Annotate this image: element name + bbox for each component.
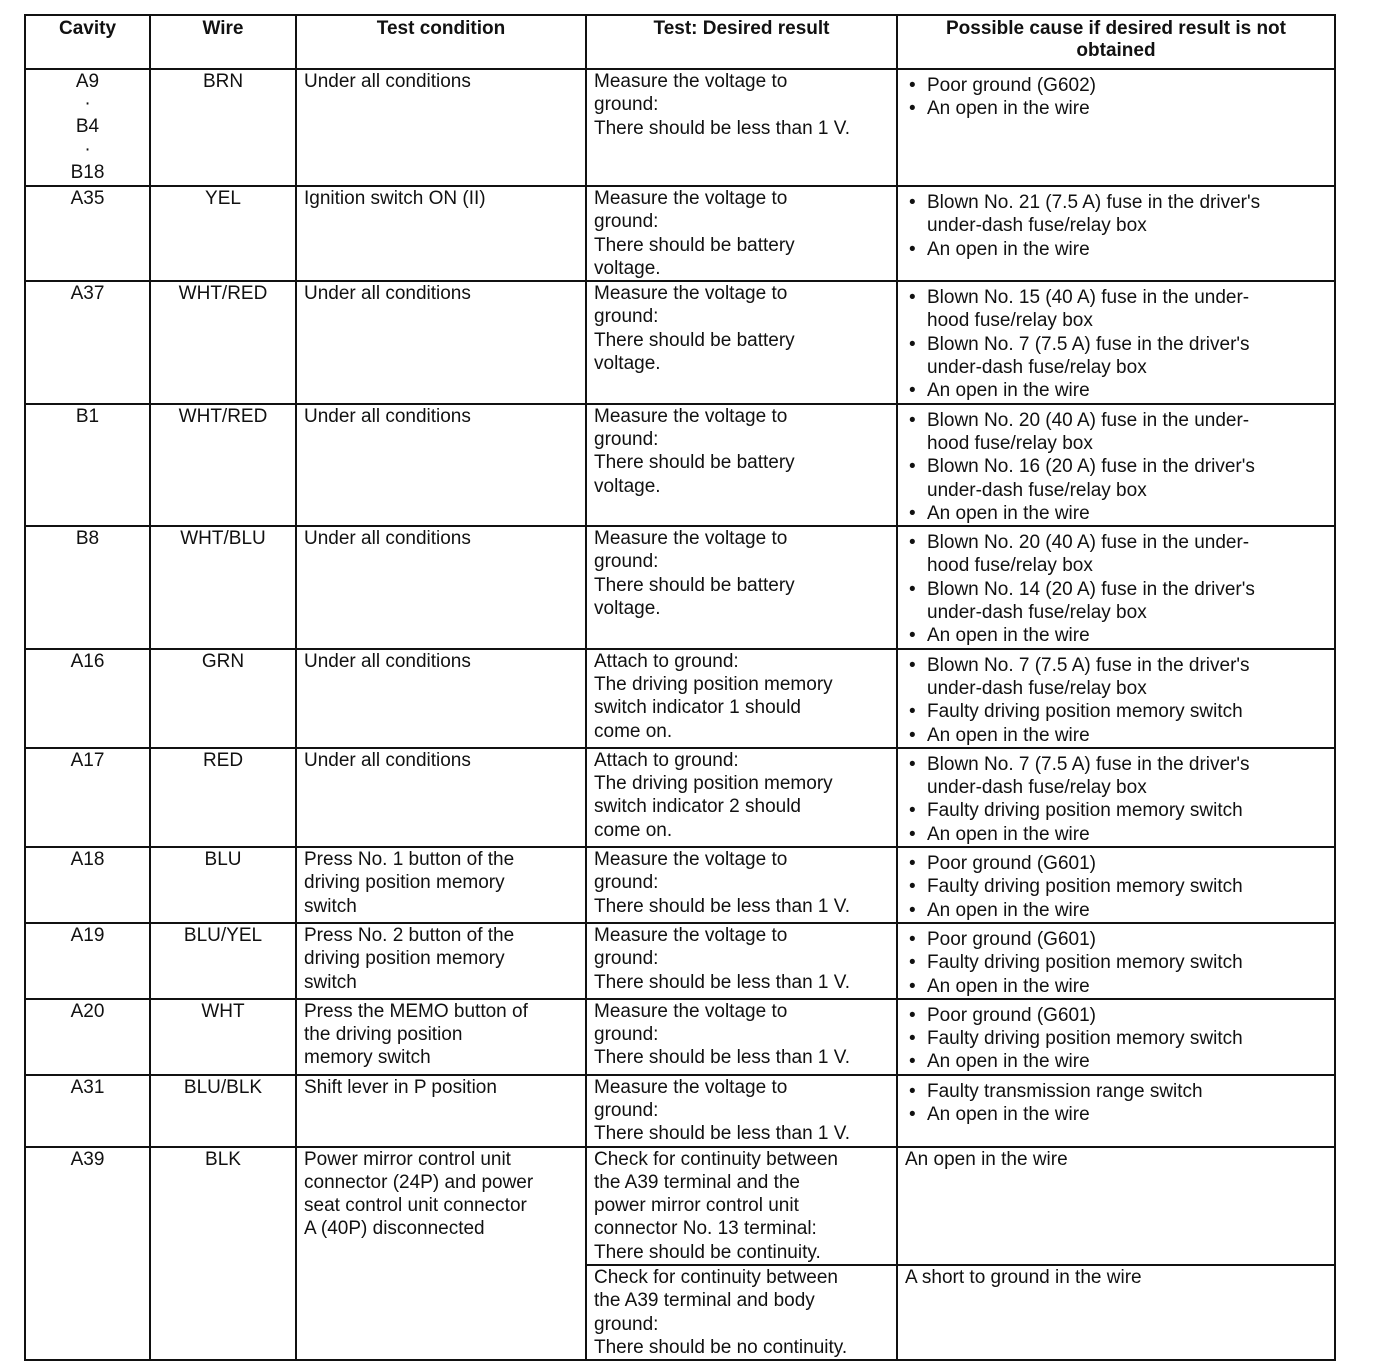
cause-list xyxy=(905,187,1327,261)
cause-item xyxy=(905,191,1327,238)
cause-text: An open in the wire xyxy=(927,975,1090,997)
cause-text: An open in the wire xyxy=(927,899,1090,921)
cause-list xyxy=(905,282,1327,402)
bullet-icon: • xyxy=(909,1051,916,1073)
cause-cell xyxy=(897,69,1335,186)
cavity-cell: A19 xyxy=(25,923,150,999)
cause-text: Faulty driving position memory switch xyxy=(927,952,1243,974)
cause-list xyxy=(905,1000,1327,1074)
cavity-cell: A20 xyxy=(25,999,150,1075)
cause-list xyxy=(905,749,1327,846)
cause-text: An open in the wire xyxy=(927,724,1090,746)
cause-item xyxy=(905,1103,1327,1126)
cause-text: Faulty driving position memory switch xyxy=(927,1028,1243,1050)
cavity-cell: A18 xyxy=(25,847,150,923)
condition-cell: Under all conditions xyxy=(296,748,586,847)
cause-cell xyxy=(897,999,1335,1075)
cause-item xyxy=(905,951,1327,974)
cause-item xyxy=(905,74,1327,97)
result-cell: Measure the voltage to ground: There should be less than 1 V. xyxy=(586,923,897,999)
condition-cell: Press No. 2 button of the driving position memory switch xyxy=(296,923,586,999)
wire-cell: BLU/YEL xyxy=(150,923,296,999)
cavity-value: B18 xyxy=(70,161,105,183)
bullet-icon: • xyxy=(909,853,916,875)
result-cell: Measure the voltage to ground: There should be battery voltage. xyxy=(586,526,897,648)
cause-item xyxy=(905,654,1327,701)
bullet-icon: • xyxy=(909,238,916,260)
bullet-icon: • xyxy=(909,654,916,676)
wire-cell: BLU xyxy=(150,847,296,923)
connector-test-table xyxy=(24,14,1336,1361)
header-possible-cause: Possible cause if desired result is not obtained xyxy=(897,15,1335,69)
cause-item xyxy=(905,455,1327,502)
condition-cell: Ignition switch ON (II) xyxy=(296,186,586,281)
bullet-icon: • xyxy=(909,701,916,723)
result-cell: Check for continuity between the A39 terminal and body ground: There should be no continuity. xyxy=(586,1265,897,1360)
cavity-cell: B1 xyxy=(25,404,150,526)
bullet-icon: • xyxy=(909,975,916,997)
result-cell: Measure the voltage to ground: There should be battery voltage. xyxy=(586,404,897,526)
header-desired-result: Test: Desired result xyxy=(586,15,897,69)
wire-cell: WHT/BLU xyxy=(150,526,296,648)
cavity-cell: A17 xyxy=(25,748,150,847)
bullet-icon: • xyxy=(909,823,916,845)
cause-list xyxy=(905,848,1327,922)
cause-text: Faulty driving position memory switch xyxy=(927,876,1243,898)
wire-cell: WHT/RED xyxy=(150,281,296,403)
cause-item xyxy=(905,899,1327,922)
cause-cell: An open in the wire xyxy=(897,1147,1335,1265)
cause-text: Blown No. 7 (7.5 A) fuse in the driver's under-dash fuse/relay box xyxy=(927,654,1250,699)
cause-item xyxy=(905,928,1327,951)
cause-cell xyxy=(897,404,1335,526)
table-row xyxy=(25,923,1335,999)
bullet-icon: • xyxy=(909,625,916,647)
wire-cell: BLU/BLK xyxy=(150,1075,296,1147)
bullet-icon: • xyxy=(909,192,916,213)
bullet-icon: • xyxy=(909,287,916,309)
cause-text: Blown No. 16 (20 A) fuse in the driver's under-dash fuse/relay box xyxy=(927,456,1255,501)
cause-item xyxy=(905,333,1327,380)
cause-item xyxy=(905,700,1327,723)
cause-item xyxy=(905,852,1327,875)
cause-item xyxy=(905,97,1327,120)
cause-item xyxy=(905,799,1327,822)
condition-cell: Power mirror control unit connector (24P) and power seat control unit connector A (40P) disconnected xyxy=(296,1147,586,1361)
cause-list xyxy=(905,1076,1327,1127)
cause-cell: A short to ground in the wire xyxy=(897,1265,1335,1360)
bullet-icon: • xyxy=(909,1103,916,1125)
cause-text: Blown No. 20 (40 A) fuse in the under- hood fuse/relay box xyxy=(927,532,1250,577)
bullet-icon: • xyxy=(909,899,916,921)
cause-cell xyxy=(897,847,1335,923)
result-cell: Measure the voltage to ground: There should be less than 1 V. xyxy=(586,847,897,923)
cause-text: An open in the wire xyxy=(927,625,1090,647)
table-row xyxy=(25,281,1335,403)
table-row xyxy=(25,526,1335,648)
wire-cell: RED xyxy=(150,748,296,847)
cause-item xyxy=(905,1004,1327,1027)
cause-text: Faulty driving position memory switch xyxy=(927,800,1243,822)
bullet-icon: • xyxy=(909,753,916,775)
result-cell: Attach to ground: The driving position memory switch indicator 2 should come on. xyxy=(586,748,897,847)
condition-cell: Press the MEMO button of the driving position memory switch xyxy=(296,999,586,1075)
wire-cell: YEL xyxy=(150,186,296,281)
bullet-icon: • xyxy=(909,1028,916,1050)
bullet-icon: • xyxy=(909,98,916,120)
table-row xyxy=(25,649,1335,748)
cause-text: An open in the wire xyxy=(927,380,1090,402)
cause-cell xyxy=(897,1075,1335,1147)
cause-item xyxy=(905,238,1327,261)
cause-item xyxy=(905,823,1327,846)
header-cavity: Cavity xyxy=(25,15,150,69)
table-row xyxy=(25,748,1335,847)
cavity-value: A9 xyxy=(75,71,100,92)
table-row xyxy=(25,186,1335,281)
cause-item xyxy=(905,875,1327,898)
result-cell: Measure the voltage to ground: There should be less than 1 V. xyxy=(586,999,897,1075)
cause-text: An open in the wire xyxy=(927,1051,1090,1073)
table-row xyxy=(25,847,1335,923)
condition-cell: Under all conditions xyxy=(296,649,586,748)
cause-text: Poor ground (G601) xyxy=(927,1004,1096,1026)
bullet-icon: • xyxy=(909,409,916,431)
condition-cell: Press No. 1 button of the driving position memory switch xyxy=(296,847,586,923)
cavity-stack xyxy=(33,70,142,184)
result-cell: Attach to ground: The driving position memory switch indicator 1 should come on. xyxy=(586,649,897,748)
cause-cell xyxy=(897,923,1335,999)
header-test-condition: Test condition xyxy=(296,15,586,69)
cause-text: Blown No. 20 (40 A) fuse in the under- hood fuse/relay box xyxy=(927,409,1250,454)
bullet-icon: • xyxy=(909,876,916,898)
cause-list xyxy=(905,70,1327,121)
wire-cell: GRN xyxy=(150,649,296,748)
cause-item xyxy=(905,531,1327,578)
cavity-separator: · xyxy=(84,138,91,160)
header-wire: Wire xyxy=(150,15,296,69)
cause-list xyxy=(905,650,1327,747)
cause-text: An open in the wire xyxy=(927,823,1090,845)
condition-cell: Shift lever in P position xyxy=(296,1075,586,1147)
cavity-cell: B8 xyxy=(25,526,150,648)
bullet-icon: • xyxy=(909,578,916,600)
condition-cell: Under all conditions xyxy=(296,526,586,648)
cavity-cell xyxy=(25,69,150,186)
condition-cell: Under all conditions xyxy=(296,404,586,526)
table-row xyxy=(25,999,1335,1075)
cavity-cell: A16 xyxy=(25,649,150,748)
table-row xyxy=(25,69,1335,186)
table-body xyxy=(25,69,1335,1360)
bullet-icon: • xyxy=(909,456,916,478)
cause-item xyxy=(905,753,1327,800)
cause-list xyxy=(905,924,1327,998)
result-cell: Measure the voltage to ground: There should be battery voltage. xyxy=(586,281,897,403)
cause-list xyxy=(905,527,1327,647)
cause-item xyxy=(905,1050,1327,1073)
cause-list xyxy=(905,405,1327,525)
bullet-icon: • xyxy=(909,532,916,554)
cause-cell xyxy=(897,281,1335,403)
result-cell: Measure the voltage to ground: There should be less than 1 V. xyxy=(586,1075,897,1147)
wire-cell: BRN xyxy=(150,69,296,186)
bullet-icon: • xyxy=(909,502,916,524)
header-row xyxy=(25,15,1335,69)
cause-item xyxy=(905,1080,1327,1103)
bullet-icon: • xyxy=(909,380,916,402)
cause-item xyxy=(905,1027,1327,1050)
cause-item xyxy=(905,409,1327,456)
cause-text: Blown No. 7 (7.5 A) fuse in the driver's under-dash fuse/relay box xyxy=(927,753,1250,799)
cause-item xyxy=(905,975,1327,998)
cause-text: Blown No. 7 (7.5 A) fuse in the driver's under-dash fuse/relay box xyxy=(927,333,1250,379)
cause-text: An open in the wire xyxy=(927,98,1090,120)
bullet-icon: • xyxy=(909,952,916,974)
cause-cell xyxy=(897,186,1335,281)
bullet-icon: • xyxy=(909,1004,916,1026)
result-cell: Measure the voltage to ground: There should be less than 1 V. xyxy=(586,69,897,186)
cavity-value: B4 xyxy=(75,116,100,138)
cause-text: Blown No. 15 (40 A) fuse in the under- hood fuse/relay box xyxy=(927,287,1250,332)
cavity-cell: A37 xyxy=(25,281,150,403)
table-row xyxy=(25,1147,1335,1265)
cause-item xyxy=(905,578,1327,625)
wire-cell: WHT xyxy=(150,999,296,1075)
wire-cell: WHT/RED xyxy=(150,404,296,526)
wire-cell: BLK xyxy=(150,1147,296,1361)
cause-text: Blown No. 21 (7.5 A) fuse in the driver's under-dash fuse/relay box xyxy=(927,192,1261,237)
condition-cell: Under all conditions xyxy=(296,281,586,403)
result-cell: Measure the voltage to ground: There should be battery voltage. xyxy=(586,186,897,281)
cause-text: Faulty driving position memory switch xyxy=(927,701,1243,723)
bullet-icon: • xyxy=(909,928,916,950)
cause-item xyxy=(905,502,1327,525)
cause-text: Poor ground (G601) xyxy=(927,928,1096,950)
cause-cell xyxy=(897,526,1335,648)
cause-item xyxy=(905,379,1327,402)
condition-cell: Under all conditions xyxy=(296,69,586,186)
cause-text: An open in the wire xyxy=(927,1103,1090,1125)
cause-text: Faulty transmission range switch xyxy=(927,1080,1203,1102)
cause-item xyxy=(905,286,1327,333)
result-cell: Check for continuity between the A39 terminal and the power mirror control unit connector No. 13 terminal: There should be continuity. xyxy=(586,1147,897,1265)
bullet-icon: • xyxy=(909,75,916,96)
cause-text: Blown No. 14 (20 A) fuse in the driver's under-dash fuse/relay box xyxy=(927,578,1255,624)
bullet-icon: • xyxy=(909,724,916,746)
cavity-cell: A35 xyxy=(25,186,150,281)
cavity-cell: A39 xyxy=(25,1147,150,1361)
bullet-icon: • xyxy=(909,800,916,822)
bullet-icon: • xyxy=(909,333,916,355)
cause-cell xyxy=(897,748,1335,847)
cause-text: Poor ground (G602) xyxy=(927,75,1096,96)
cavity-separator: · xyxy=(84,93,91,115)
cause-text: Poor ground (G601) xyxy=(927,853,1096,875)
cavity-cell: A31 xyxy=(25,1075,150,1147)
cause-item xyxy=(905,624,1327,647)
bullet-icon: • xyxy=(909,1080,916,1102)
cause-text: An open in the wire xyxy=(927,502,1090,524)
cause-text: An open in the wire xyxy=(927,238,1090,260)
table-row xyxy=(25,404,1335,526)
cause-cell xyxy=(897,649,1335,748)
table-row xyxy=(25,1075,1335,1147)
cause-item xyxy=(905,724,1327,747)
